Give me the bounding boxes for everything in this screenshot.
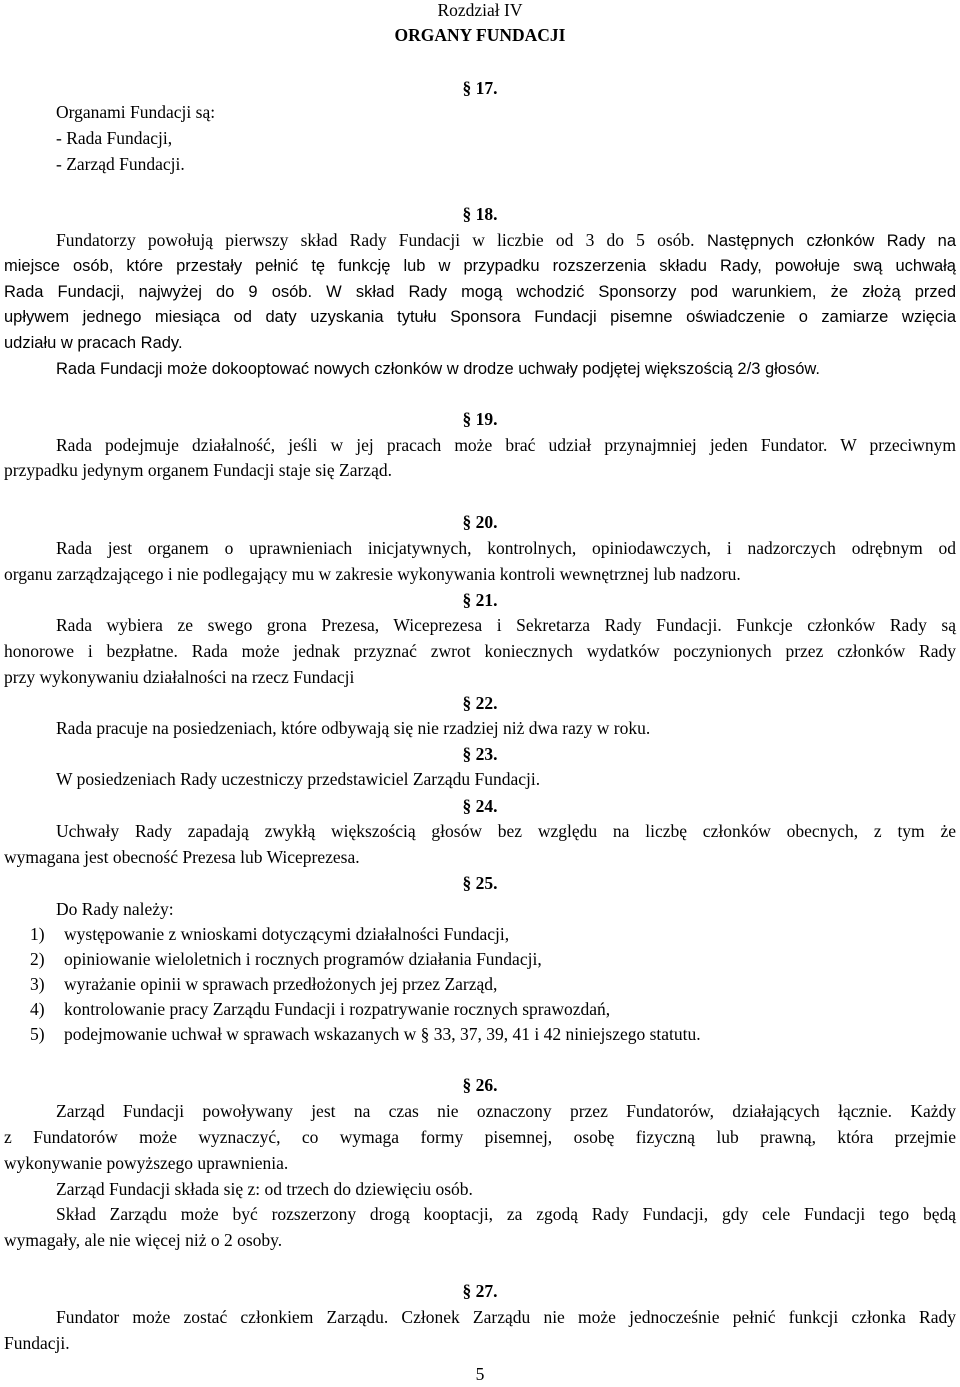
section-24-line: wymagana jest obecność Prezesa lub Wiceprezesa. [4,847,360,867]
section-26-line: Zarząd Fundacji powoływany jest na czas nie oznaczony przez Fundatorów, działających łącznie. Każdy [56,1101,956,1121]
section-20-number: § 20. [462,512,498,532]
list-item-number: 1) [30,924,45,944]
section-21-line: Rada wybiera ze swego grona Prezesa, Wiceprezesa i Sekretarza Rady Fundacji. Funkcje członków Rady są [56,615,956,635]
section-26-line: Skład Zarządu może być rozszerzony drogą kooptacji, za zgodą Rady Fundacji, gdy cele Fundacji tego będą [56,1204,956,1224]
section-22-number: § 22. [462,693,498,713]
section-19-number: § 19. [462,409,498,429]
section-27-line: Fundacji. [4,1333,70,1353]
section-19-line: Rada podejmuje działalność, jeśli w jej pracach może brać udział przynajmniej jeden Fundator. W przeciwnym [56,435,956,455]
section-23-line: W posiedzeniach Rady uczestniczy przedstawiciel Zarządu Fundacji. [56,769,541,789]
list-item: opiniowanie wieloletnich i rocznych programów działania Fundacji, [64,949,542,969]
list-item-number: 3) [30,974,45,994]
list-item: podejmowanie uchwał w sprawach wskazanych w § 33, 37, 39, 41 i 42 niniejszego statutu. [64,1024,701,1044]
section-23-number: § 23. [462,744,498,764]
section-26-line: wymagały, ale nie więcej niż o 2 osoby. [4,1230,283,1250]
section-21-number: § 21. [462,590,498,610]
section-17-line: Organami Fundacji są: [56,102,216,122]
chapter-label: Rozdział IV [437,0,523,20]
section-20-line: organu zarządzającego i nie podlegający mu w zakresie wykonywania kontroli wewnętrznej lub nadzoru. [4,564,741,584]
section-22-line: Rada pracuje na posiedzeniach, które odbywają się nie rzadziej niż dwa razy w roku. [56,718,651,738]
section-17-number: § 17. [462,78,498,98]
section-18-line: Rada Fundacji, najwyżej do 9 osób. W skład Rady mogą wchodzić Sponsorzy pod warunkiem, że złożą przed [4,283,956,301]
section-18-line: udziału w pracach Rady. [4,334,183,352]
list-item-number: 2) [30,949,45,969]
section-17-line: - Zarząd Fundacji. [56,154,185,174]
section-21-line: honorowe i bezpłatne. Rada może jednak przyznać zwrot koniecznych wydatków poczynionych przez członków Rady [4,641,956,661]
section-26-number: § 26. [462,1075,498,1095]
list-item: kontrolowanie pracy Zarządu Fundacji i rozpatrywanie rocznych sprawozdań, [64,999,611,1019]
section-26-line: Zarząd Fundacji składa się z: od trzech do dziewięciu osób. [56,1179,473,1199]
section-25-intro: Do Rady należy: [56,899,174,919]
section-26-line: z Fundatorów może wyznaczyć, co wymaga formy pisemnej, osobę fizyczną lub prawną, która przejmie [4,1127,956,1147]
section-26-line: wykonywanie powyższego uprawnienia. [4,1153,289,1173]
section-18-line: Fundatorzy powołują pierwszy skład Rady Fundacji w liczbie od 3 do 5 osób. Następnych członków Rady na [56,230,957,250]
section-18-line: upływem jednego miesiąca od daty uzyskania tytułu Sponsora Fundacji pisemne oświadczenie o zamiarze wzięcia [4,308,956,326]
section-18-line: miejsce osób, które przestały pełnić tę funkcję lub w przypadku rozszerzenia składu Rady, powołuje swą uchwałą [4,257,956,275]
list-item-number: 5) [30,1024,45,1044]
list-item: wyrażanie opinii w sprawach przedłożonych jej przez Zarząd, [64,974,498,994]
section-21-line: przy wykonywaniu działalności na rzecz Fundacji [4,667,355,687]
section-25-number: § 25. [462,873,498,893]
section-20-line: Rada jest organem o uprawnieniach inicjatywnych, kontrolnych, opiniodawczych, i nadzorczych odrębnym od [56,538,956,558]
section-17-line: - Rada Fundacji, [56,128,173,148]
page-number: 5 [475,1364,485,1384]
section-24-line: Uchwały Rady zapadają zwykłą większością głosów bez względu na liczbę członków obecnych, z tym że [56,821,956,841]
section-24-number: § 24. [462,796,498,816]
section-18-number: § 18. [462,204,498,224]
list-item: występowanie z wnioskami dotyczącymi działalności Fundacji, [64,924,510,944]
list-item-number: 4) [30,999,45,1019]
section-19-line: przypadku jedynym organem Fundacji staje się Zarząd. [4,460,392,480]
section-27-number: § 27. [462,1281,498,1301]
section-18-line: Rada Fundacji może dokooptować nowych członków w drodze uchwały podjętej większością 2/3 głosów. [56,360,820,378]
section-27-line: Fundator może zostać członkiem Zarządu. Członek Zarządu nie może jednocześnie pełnić funkcji członka Rady [56,1307,956,1327]
chapter-title: ORGANY FUNDACJI [394,25,566,45]
